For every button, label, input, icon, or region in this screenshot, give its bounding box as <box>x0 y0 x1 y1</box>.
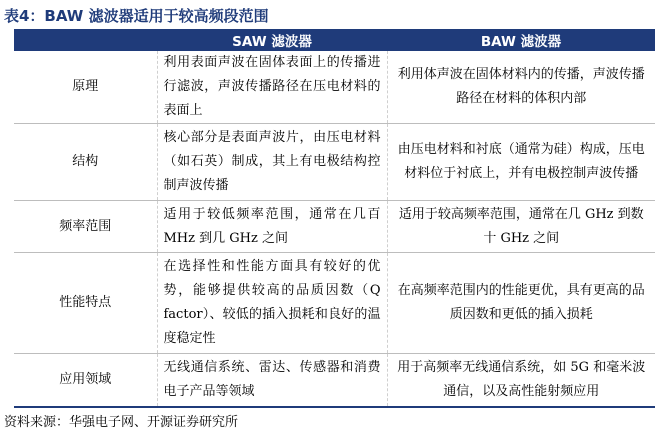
table-row <box>14 124 655 201</box>
header-baw: BAW 滤波器 <box>387 29 655 51</box>
baw-cell: 由压电材料和衬底（通常为硅）构成，压电材料位于衬底上，并有电极控制声波传播 <box>387 124 655 201</box>
table-header-row <box>14 29 655 51</box>
table-row <box>14 253 655 354</box>
table-row <box>14 354 655 407</box>
baw-cell: 在高频率范围内的性能更优，具有更高的品质因数和更低的插入损耗 <box>387 253 655 354</box>
saw-cell: 适用于较低频率范围，通常在几百 MHz 到几 GHz 之间 <box>157 201 387 253</box>
baw-cell: 用于高频率无线通信系统，如 5G 和毫米波通信，以及高性能射频应用 <box>387 354 655 407</box>
saw-cell: 在选择性和性能方面具有较好的优势，能够提供较高的品质因数（Q factor）、较低的插入损耗和良好的温度稳定性 <box>157 253 387 354</box>
baw-cell: 利用体声波在固体材料内的传播，声波传播路径在材料的体积内部 <box>387 51 655 124</box>
row-label: 应用领域 <box>14 354 157 407</box>
row-label: 性能特点 <box>14 253 157 354</box>
table-row <box>14 201 655 253</box>
row-label: 原理 <box>14 51 157 124</box>
comparison-table <box>14 29 655 408</box>
baw-cell: 适用于较高频率范围，通常在几 GHz 到数十 GHz 之间 <box>387 201 655 253</box>
table-title: 表4：BAW 滤波器适用于较高频段范围 <box>4 7 269 25</box>
header-saw: SAW 滤波器 <box>157 29 387 51</box>
table-row <box>14 51 655 124</box>
header-empty <box>14 29 157 51</box>
row-label: 结构 <box>14 124 157 201</box>
saw-cell: 无线通信系统、雷达、传感器和消费电子产品等领域 <box>157 354 387 407</box>
row-label: 频率范围 <box>14 201 157 253</box>
saw-cell: 利用表面声波在固体表面上的传播进行滤波，声波传播路径在压电材料的表面上 <box>157 51 387 124</box>
source-note: 资料来源：华强电子网、开源证券研究所 <box>4 415 239 430</box>
saw-cell: 核心部分是表面声波片，由压电材料（如石英）制成，其上有电极结构控制声波传播 <box>157 124 387 201</box>
